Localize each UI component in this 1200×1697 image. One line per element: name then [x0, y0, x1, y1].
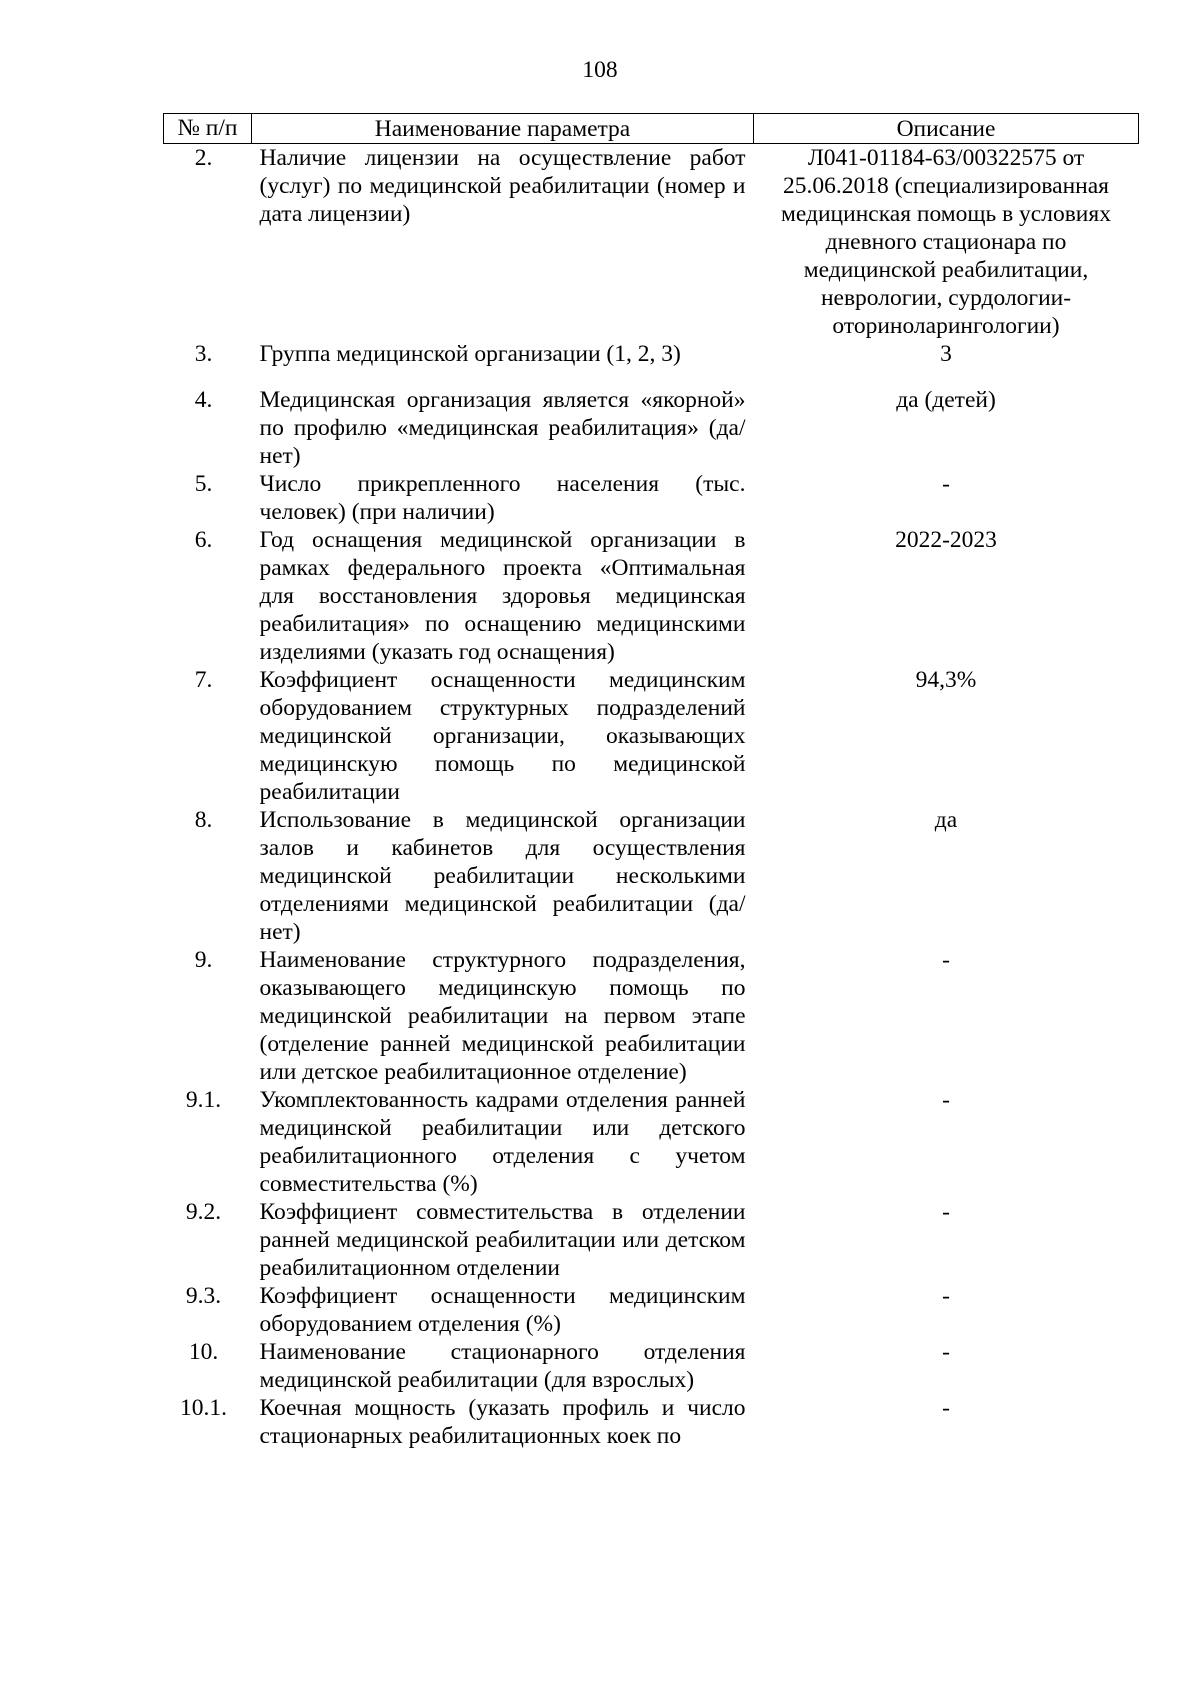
row-description: 94,3% — [915, 667, 977, 693]
table-row — [164, 526, 1139, 666]
row-parameter-name: Укомплектованность кадрами отделения ранней медицинской реабилитации или детского реабилитационного отделения с учетом совместительства (%) — [259, 1087, 746, 1197]
row-number: 9. — [194, 947, 213, 973]
row-parameter-name: Использование в медицинской организации залов и кабинетов для осуществления медицинской реабилитации несколькими отделениями медицинской реабилитации (да/нет) — [259, 807, 746, 945]
row-description: 3 — [940, 341, 952, 367]
header-parameter-name: Наименование параметра — [252, 114, 754, 144]
row-description: - — [942, 471, 950, 497]
row-number: 3. — [194, 341, 213, 367]
parameters-table — [163, 113, 1139, 1450]
row-parameter-name: Наименование структурного подразделения, оказывающего медицинскую помощь по медицинской реабилитации на первом этапе (отделение ранней медицинской реабилитации или детское реабилитационное отделение) — [259, 947, 746, 1085]
row-parameter-name: Коечная мощность (указать профиль и число стационарных реабилитационных коек по — [259, 1395, 746, 1449]
table-row — [164, 1338, 1139, 1394]
row-number: 4. — [194, 387, 213, 413]
table-row — [164, 806, 1139, 946]
row-parameter-name: Группа медицинской организации (1, 2, 3) — [259, 341, 681, 367]
header-row — [164, 114, 1139, 144]
row-description: - — [942, 1087, 950, 1113]
row-number: 10.1. — [180, 1395, 227, 1421]
row-number: 6. — [194, 527, 213, 553]
row-number: 9.1. — [185, 1087, 222, 1113]
row-description: - — [942, 1395, 950, 1421]
row-parameter-name: Коэффициент совместительства в отделении ранней медицинской реабилитации или детском реабилитационном отделении — [259, 1199, 746, 1281]
row-number: 9.2. — [185, 1199, 222, 1225]
row-description: - — [942, 1283, 950, 1309]
row-number: 10. — [188, 1339, 219, 1365]
row-number: 7. — [194, 667, 213, 693]
table-row — [164, 144, 1139, 341]
row-description: Л041-01184-63/00322575 от 25.06.2018 (специализированная медицинская помощь в условиях дневного стационара по медицинской реабилитации, неврологии, сурдологии-оториноларингологии) — [781, 145, 1111, 339]
row-description: - — [942, 947, 950, 973]
table-row — [164, 1394, 1139, 1450]
row-parameter-name: Коэффициент оснащенности медицинским оборудованием структурных подразделений медицинской организации, оказывающих медицинскую помощь по медицинской реабилитации — [259, 667, 746, 805]
table-row — [164, 340, 1139, 386]
table-row — [164, 470, 1139, 526]
row-parameter-name: Наличие лицензии на осуществление работ (услуг) по медицинской реабилитации (номер и дата лицензии) — [259, 145, 746, 227]
table-header — [164, 114, 1139, 144]
row-description: 2022-2023 — [895, 527, 997, 553]
row-description: - — [942, 1339, 950, 1365]
row-description: да (детей) — [896, 387, 996, 413]
table-row — [164, 1198, 1139, 1282]
row-number: 8. — [194, 807, 213, 833]
header-number: № п/п — [164, 114, 252, 144]
row-number: 5. — [194, 471, 213, 497]
row-description: да — [934, 807, 958, 833]
row-parameter-name: Медицинская организация является «якорной» по профилю «медицинская реабилитация» (да/нет) — [259, 387, 746, 469]
header-description: Описание — [754, 114, 1139, 144]
page-number: 108 — [582, 57, 618, 83]
table-row — [164, 1282, 1139, 1338]
row-parameter-name: Число прикрепленного населения (тыс. человек) (при наличии) — [259, 471, 746, 525]
row-description: - — [942, 1199, 950, 1225]
row-parameter-name: Год оснащения медицинской организации в рамках федерального проекта «Оптимальная для восстановления здоровья медицинская реабилитация» по оснащению медицинскими изделиями (указать год оснащения) — [259, 527, 746, 665]
row-number: 2. — [194, 145, 213, 171]
row-parameter-name: Наименование стационарного отделения медицинской реабилитации (для взрослых) — [259, 1339, 746, 1393]
table-row — [164, 946, 1139, 1086]
table-row — [164, 386, 1139, 470]
table-row — [164, 1086, 1139, 1198]
row-parameter-name: Коэффициент оснащенности медицинским оборудованием отделения (%) — [259, 1283, 746, 1337]
table-body — [164, 144, 1139, 1451]
table-row — [164, 666, 1139, 806]
row-number: 9.3. — [185, 1283, 222, 1309]
